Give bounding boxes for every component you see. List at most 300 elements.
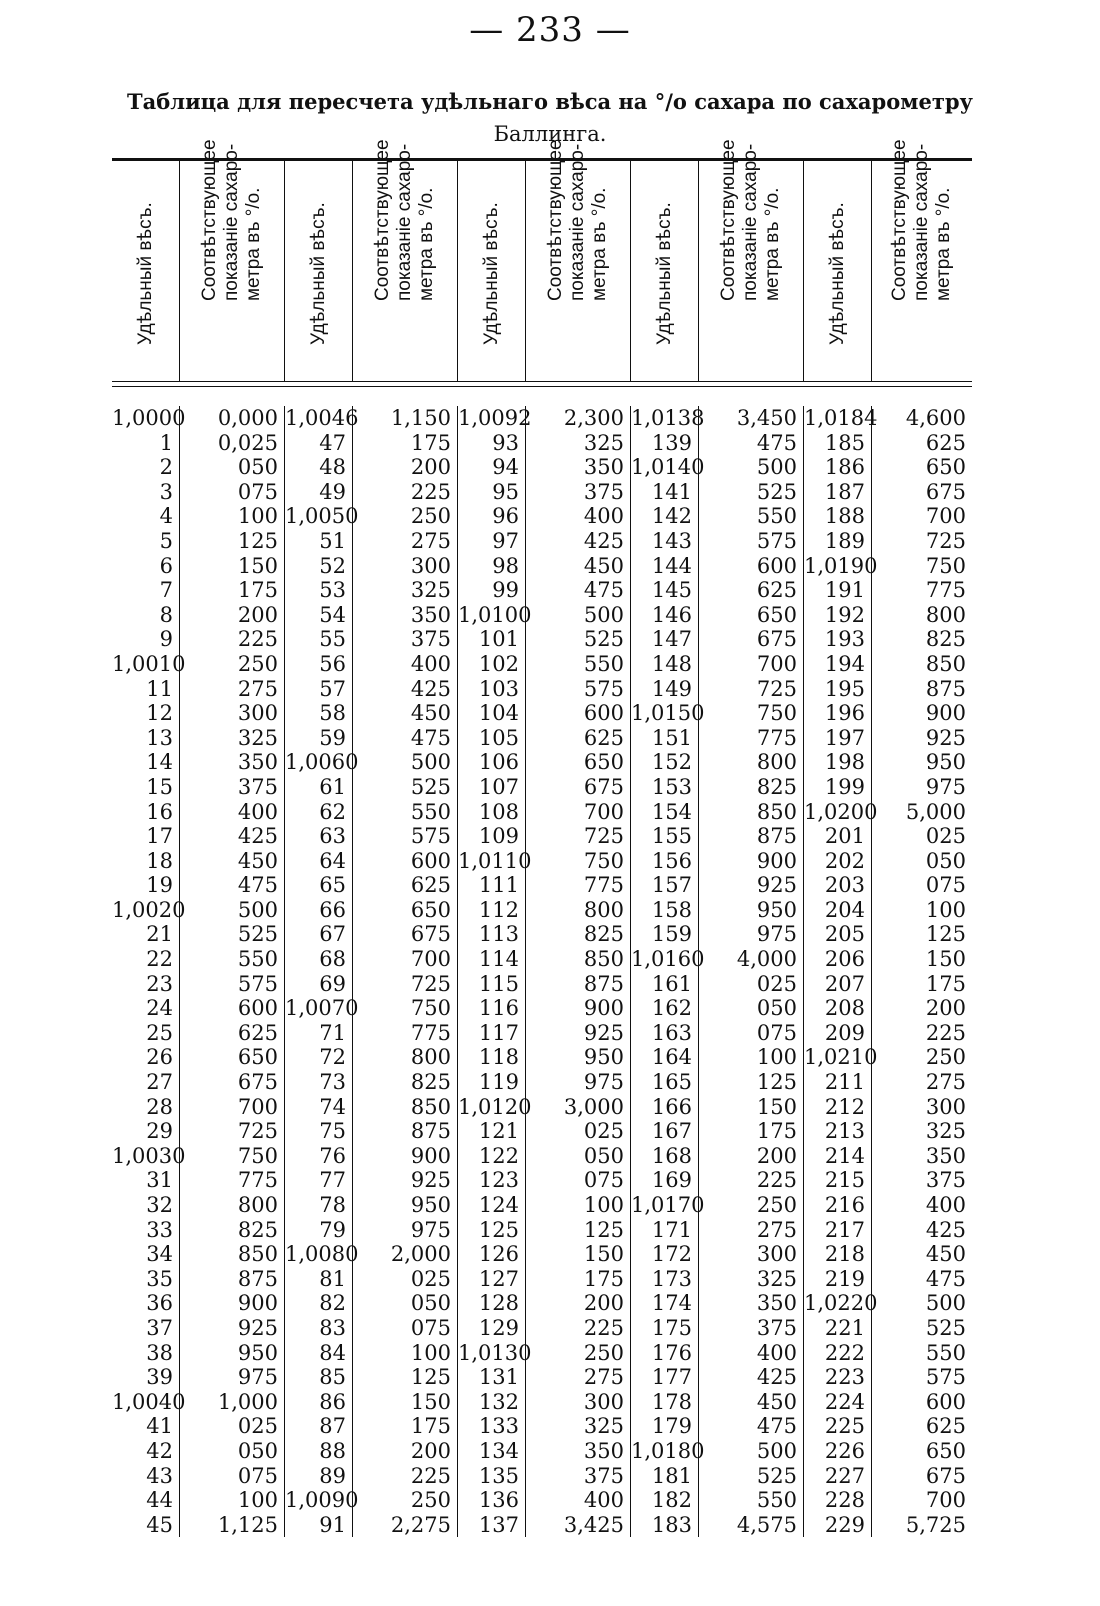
table-cell: 1,000 — [217, 1389, 278, 1414]
table-cell: 223 — [824, 1365, 865, 1390]
table-cell: 750 — [756, 701, 797, 726]
table-cell: 58 — [319, 701, 346, 726]
table-cell: 400 — [583, 1488, 624, 1513]
table-cell: 550 — [756, 1488, 797, 1513]
table-cell: 124 — [478, 1193, 519, 1217]
table-cell: 35 — [146, 1266, 173, 1291]
table-cell: 175 — [237, 578, 278, 603]
table-cell: 975 — [583, 1070, 624, 1095]
table-cell: 1,0020 — [112, 897, 186, 922]
table-cell: 1,0140 — [631, 455, 705, 480]
table-cell: 1,0060 — [285, 750, 359, 775]
table-cell: 450 — [925, 1242, 966, 1267]
table-cell: 192 — [824, 602, 865, 627]
table-cell: 96 — [492, 504, 519, 529]
table-cell: 212 — [824, 1094, 865, 1119]
table-cell: 191 — [824, 578, 865, 603]
table-cell: 175 — [651, 1315, 692, 1340]
table-cell: 400 — [583, 504, 624, 529]
table-cell: 675 — [756, 627, 797, 652]
table-cell: 900 — [583, 996, 624, 1021]
table-cell: 126 — [478, 1242, 519, 1267]
table-cell: 100 — [583, 1193, 624, 1217]
table-cell: 151 — [651, 725, 692, 750]
table-cell: 203 — [824, 873, 865, 898]
table-cell: 175 — [410, 1414, 451, 1439]
table-cell: 075 — [410, 1315, 451, 1340]
table-cell: 197 — [824, 725, 865, 750]
table-cell: 95 — [492, 479, 519, 504]
table-cell: 164 — [651, 1045, 692, 1070]
table-cell: 1,0100 — [458, 602, 532, 627]
table-cell: 87 — [319, 1414, 346, 1439]
table-cell: 425 — [410, 676, 451, 701]
table-cell: 3,425 — [563, 1512, 624, 1537]
table-cell: 625 — [925, 430, 966, 455]
table-cell: 950 — [410, 1193, 451, 1217]
table-cell: 1,0000 — [112, 406, 186, 430]
table-cell: 73 — [319, 1070, 346, 1095]
table-cell: 050 — [583, 1143, 624, 1168]
table-cell: 4,000 — [736, 947, 797, 972]
table-cell: 1,0050 — [285, 504, 359, 529]
table-cell: 850 — [925, 651, 966, 676]
table-cell: 675 — [925, 479, 966, 504]
table-cell: 375 — [756, 1315, 797, 1340]
column-sugar-percent — [180, 406, 285, 1537]
table-cell: 150 — [410, 1389, 451, 1414]
table-cell: 91 — [319, 1512, 346, 1537]
column-specific-gravity — [112, 406, 186, 1537]
table-cell: 850 — [237, 1242, 278, 1267]
table-cell: 217 — [824, 1217, 865, 1242]
table-cell: 14 — [146, 750, 173, 775]
table-cell: 375 — [237, 774, 278, 799]
table-cell: 600 — [756, 553, 797, 578]
table-cell: 181 — [651, 1463, 692, 1488]
table-cell: 250 — [237, 651, 278, 676]
table-cell: 500 — [410, 750, 451, 775]
table-cell: 650 — [925, 1438, 966, 1463]
table-cell: 97 — [492, 528, 519, 553]
table-cell: 226 — [824, 1438, 865, 1463]
table-cell: 675 — [237, 1070, 278, 1095]
table-cell: 163 — [651, 1020, 692, 1045]
table-cell: 775 — [925, 578, 966, 603]
table-cell: 85 — [319, 1365, 346, 1390]
table-cell: 1,0092 — [458, 406, 532, 430]
table-cell: 4,600 — [905, 406, 966, 430]
table-cell: 300 — [237, 701, 278, 726]
table-cell: 108 — [478, 799, 519, 824]
table-cell: 175 — [756, 1119, 797, 1144]
table-cell: 7 — [159, 578, 173, 603]
table-cell: 375 — [583, 1463, 624, 1488]
table-cell: 211 — [824, 1070, 865, 1095]
table-cell: 84 — [319, 1340, 346, 1365]
table-cell: 198 — [824, 750, 865, 775]
table-cell: 5,000 — [905, 799, 966, 824]
table-cell: 1,0180 — [631, 1438, 705, 1463]
table-cell: 375 — [925, 1168, 966, 1193]
table-cell: 8 — [159, 602, 173, 627]
table-cell: 300 — [925, 1094, 966, 1119]
table-cell: 81 — [319, 1266, 346, 1291]
table-cell: 134 — [478, 1438, 519, 1463]
table-cell: 850 — [756, 799, 797, 824]
table-cell: 1,0220 — [804, 1291, 878, 1316]
table-cell: 227 — [824, 1463, 865, 1488]
table-cell: 650 — [410, 897, 451, 922]
table-cell: 26 — [146, 1045, 173, 1070]
table-cell: 475 — [925, 1266, 966, 1291]
table-cell: 148 — [651, 651, 692, 676]
table-cell: 156 — [651, 848, 692, 873]
table-cell: 475 — [583, 578, 624, 603]
table-title-sub: Баллинга. — [493, 122, 607, 146]
table-cell: 225 — [410, 1463, 451, 1488]
table-cell: 725 — [237, 1119, 278, 1144]
header-cell — [699, 139, 804, 381]
table-cell: 199 — [824, 774, 865, 799]
table-cell: 115 — [478, 971, 519, 996]
table-cell: 49 — [319, 479, 346, 504]
table-cell: 225 — [756, 1168, 797, 1193]
table-cell: 400 — [237, 799, 278, 824]
table-cell: 214 — [824, 1143, 865, 1168]
table-cell: 22 — [146, 947, 173, 972]
table-cell: 975 — [237, 1365, 278, 1390]
table-cell: 125 — [237, 528, 278, 553]
table-cell: 56 — [319, 651, 346, 676]
table-cell: 166 — [651, 1094, 692, 1119]
table-cell: 950 — [925, 750, 966, 775]
table-cell: 63 — [319, 824, 346, 849]
table-cell: 050 — [756, 996, 797, 1021]
table-cell: 325 — [410, 578, 451, 603]
table-cell: 55 — [319, 627, 346, 652]
table-cell: 050 — [237, 455, 278, 480]
table-cell: 350 — [583, 455, 624, 480]
table-cell: 1,0110 — [458, 848, 532, 873]
table-cell: 475 — [756, 1414, 797, 1439]
table-cell: 103 — [478, 676, 519, 701]
table-cell: 43 — [146, 1463, 173, 1488]
table-cell: 122 — [478, 1143, 519, 1168]
table-cell: 575 — [583, 676, 624, 701]
table-cell: 1 — [159, 430, 173, 455]
table-cell: 169 — [651, 1168, 692, 1193]
table-cell: 1,0200 — [804, 799, 878, 824]
table-cell: 100 — [237, 1488, 278, 1513]
header-cell — [180, 139, 285, 381]
table-cell: 1,125 — [217, 1512, 278, 1537]
table-cell: 89 — [319, 1463, 346, 1488]
table-cell: 025 — [583, 1119, 624, 1144]
table-cell: 375 — [410, 627, 451, 652]
table-cell: 925 — [410, 1168, 451, 1193]
table-cell: 1,0040 — [112, 1389, 186, 1414]
table-cell: 225 — [925, 1020, 966, 1045]
table-cell: 1,0190 — [804, 553, 878, 578]
table-cell: 500 — [237, 897, 278, 922]
table-cell: 48 — [319, 455, 346, 480]
column-specific-gravity — [285, 406, 359, 1537]
table-cell: 150 — [237, 553, 278, 578]
header-cell — [631, 161, 699, 381]
table-cell: 650 — [583, 750, 624, 775]
table-cell: 123 — [478, 1168, 519, 1193]
table-cell: 1,0030 — [112, 1143, 186, 1168]
table-cell: 183 — [651, 1512, 692, 1537]
table-cell: 400 — [925, 1193, 966, 1217]
table-cell: 149 — [651, 676, 692, 701]
table-cell: 650 — [925, 455, 966, 480]
table-cell: 600 — [237, 996, 278, 1021]
table-cell: 525 — [410, 774, 451, 799]
table-cell: 800 — [410, 1045, 451, 1070]
table-cell: 15 — [146, 774, 173, 799]
table-cell: 100 — [756, 1045, 797, 1070]
table-cell: 1,0210 — [804, 1045, 878, 1070]
table-cell: 132 — [478, 1389, 519, 1414]
table-cell: 650 — [237, 1045, 278, 1070]
table-cell: 575 — [237, 971, 278, 996]
table-cell: 725 — [583, 824, 624, 849]
table-cell: 875 — [583, 971, 624, 996]
table-cell: 44 — [146, 1488, 173, 1513]
table-cell: 550 — [410, 799, 451, 824]
table-cell: 196 — [824, 701, 865, 726]
table-cell: 167 — [651, 1119, 692, 1144]
table-cell: 213 — [824, 1119, 865, 1144]
table-cell: 325 — [237, 725, 278, 750]
table-cell: 36 — [146, 1291, 173, 1316]
table-cell: 11 — [146, 676, 173, 701]
table-cell: 1,0130 — [458, 1340, 532, 1365]
table-cell: 105 — [478, 725, 519, 750]
table-cell: 275 — [925, 1070, 966, 1095]
table-cell: 136 — [478, 1488, 519, 1513]
table-cell: 800 — [925, 602, 966, 627]
table-cell: 187 — [824, 479, 865, 504]
table-cell: 38 — [146, 1340, 173, 1365]
table-cell: 050 — [237, 1438, 278, 1463]
table-cell: 175 — [410, 430, 451, 455]
table-cell: 194 — [824, 651, 865, 676]
table-cell: 800 — [583, 897, 624, 922]
table-cell: 4 — [159, 504, 173, 529]
table-cell: 9 — [159, 627, 173, 652]
table-cell: 102 — [478, 651, 519, 676]
table-cell: 139 — [651, 430, 692, 455]
table-cell: 225 — [410, 479, 451, 504]
table-cell: 112 — [478, 897, 519, 922]
table-cell: 47 — [319, 430, 346, 455]
header-sugar-percent: Соотвѣтствующее показаніе сахаро- метра въ °/o. — [889, 139, 954, 301]
table-cell: 975 — [925, 774, 966, 799]
table-cell: 425 — [756, 1365, 797, 1390]
table-cell: 150 — [925, 947, 966, 972]
table-cell: 159 — [651, 922, 692, 947]
table-cell: 125 — [925, 922, 966, 947]
table-cell: 68 — [319, 947, 346, 972]
table-cell: 177 — [651, 1365, 692, 1390]
table-cell: 4,575 — [736, 1512, 797, 1537]
table-cell: 800 — [237, 1193, 278, 1217]
table-cell: 3 — [159, 479, 173, 504]
table-cell: 77 — [319, 1168, 346, 1193]
table-cell: 154 — [651, 799, 692, 824]
table-cell: 1,0184 — [804, 406, 878, 430]
table-cell: 900 — [756, 848, 797, 873]
table-cell: 250 — [583, 1340, 624, 1365]
table-cell: 875 — [237, 1266, 278, 1291]
table-cell: 575 — [925, 1365, 966, 1390]
table-cell: 850 — [583, 947, 624, 972]
table-cell: 168 — [651, 1143, 692, 1168]
table-cell: 72 — [319, 1045, 346, 1070]
table-cell: 675 — [925, 1463, 966, 1488]
column-specific-gravity — [458, 406, 532, 1537]
table-cell: 88 — [319, 1438, 346, 1463]
table-cell: 153 — [651, 774, 692, 799]
table-cell: 119 — [478, 1070, 519, 1095]
table-cell: 100 — [237, 504, 278, 529]
table-cell: 175 — [925, 971, 966, 996]
table-cell: 23 — [146, 971, 173, 996]
header-sugar-percent: Соотвѣтствующее показаніе сахаро- метра въ °/o. — [372, 139, 437, 301]
table-cell: 179 — [651, 1414, 692, 1439]
table-cell: 31 — [146, 1168, 173, 1193]
table-cell: 725 — [925, 528, 966, 553]
table-cell: 41 — [146, 1414, 173, 1439]
table-cell: 725 — [410, 971, 451, 996]
table-cell: 275 — [583, 1365, 624, 1390]
table-cell: 69 — [319, 971, 346, 996]
table-cell: 16 — [146, 799, 173, 824]
table-cell: 225 — [237, 627, 278, 652]
table-cell: 53 — [319, 578, 346, 603]
table-cell: 29 — [146, 1119, 173, 1144]
table-cell: 725 — [756, 676, 797, 701]
table-cell: 600 — [583, 701, 624, 726]
header-sugar-percent: Соотвѣтствующее показаніе сахаро- метра въ °/o. — [545, 139, 610, 301]
table-cell: 64 — [319, 848, 346, 873]
table-cell: 500 — [756, 455, 797, 480]
table-cell: 94 — [492, 455, 519, 480]
table-cell: 57 — [319, 676, 346, 701]
table-cell: 218 — [824, 1242, 865, 1267]
table-cell: 0,000 — [217, 406, 278, 430]
header-sugar-percent: Соотвѣтствующее показаніе сахаро- метра въ °/o. — [199, 139, 264, 301]
table-cell: 137 — [478, 1512, 519, 1537]
table-cell: 250 — [756, 1193, 797, 1217]
table-cell: 125 — [410, 1365, 451, 1390]
table-cell: 325 — [583, 430, 624, 455]
table-cell: 221 — [824, 1315, 865, 1340]
table-cell: 61 — [319, 774, 346, 799]
table-cell: 325 — [756, 1266, 797, 1291]
table-cell: 975 — [410, 1217, 451, 1242]
table-cell: 208 — [824, 996, 865, 1021]
table-cell: 200 — [410, 1438, 451, 1463]
table-cell: 107 — [478, 774, 519, 799]
header-rule — [112, 381, 972, 382]
table-cell: 700 — [925, 1488, 966, 1513]
table-cell: 800 — [756, 750, 797, 775]
header-specific-gravity: Удѣльный вѣсъ. — [307, 202, 329, 345]
table-title-main: Таблица для пересчета удѣльнаго вѣса на °/o сахара по сахарометру — [127, 89, 973, 114]
table-cell: 050 — [410, 1291, 451, 1316]
table-cell: 425 — [925, 1217, 966, 1242]
table-cell: 575 — [756, 528, 797, 553]
table-cell: 1,0080 — [285, 1242, 359, 1267]
table-cell: 2,000 — [390, 1242, 451, 1267]
table-cell: 71 — [319, 1020, 346, 1045]
table-cell: 625 — [756, 578, 797, 603]
table-cell: 250 — [925, 1045, 966, 1070]
table-cell: 825 — [410, 1070, 451, 1095]
table-cell: 28 — [146, 1094, 173, 1119]
table-cell: 100 — [410, 1340, 451, 1365]
table-cell: 700 — [410, 947, 451, 972]
table-cell: 143 — [651, 528, 692, 553]
table-cell: 875 — [925, 676, 966, 701]
table-cell: 83 — [319, 1315, 346, 1340]
table-cell: 106 — [478, 750, 519, 775]
table-cell: 6 — [159, 553, 173, 578]
table-cell: 900 — [237, 1291, 278, 1316]
table-cell: 550 — [237, 947, 278, 972]
table-cell: 625 — [410, 873, 451, 898]
table-cell: 128 — [478, 1291, 519, 1316]
table-cell: 39 — [146, 1365, 173, 1390]
table-cell: 66 — [319, 897, 346, 922]
table-cell: 5 — [159, 528, 173, 553]
table-cell: 18 — [146, 848, 173, 873]
table-cell: 125 — [756, 1070, 797, 1095]
table-cell: 775 — [410, 1020, 451, 1045]
table-cell: 1,0170 — [631, 1193, 705, 1217]
table-cell: 025 — [237, 1414, 278, 1439]
table-cell: 2 — [159, 455, 173, 480]
table-cell: 750 — [237, 1143, 278, 1168]
table-cell: 550 — [756, 504, 797, 529]
table-cell: 59 — [319, 725, 346, 750]
table-cell: 450 — [583, 553, 624, 578]
table-cell: 65 — [319, 873, 346, 898]
table-cell: 158 — [651, 897, 692, 922]
table-cell: 216 — [824, 1193, 865, 1217]
table-cell: 113 — [478, 922, 519, 947]
table-cell: 172 — [651, 1242, 692, 1267]
table-cell: 74 — [319, 1094, 346, 1119]
table-cell: 175 — [583, 1266, 624, 1291]
table-cell: 146 — [651, 602, 692, 627]
table-cell: 32 — [146, 1193, 173, 1217]
table-cell: 76 — [319, 1143, 346, 1168]
table-cell: 200 — [237, 602, 278, 627]
table-cell: 100 — [925, 897, 966, 922]
table-cell: 500 — [583, 602, 624, 627]
table-cell: 025 — [410, 1266, 451, 1291]
table-cell: 400 — [756, 1340, 797, 1365]
table-cell: 152 — [651, 750, 692, 775]
table-cell: 075 — [925, 873, 966, 898]
table-cell: 195 — [824, 676, 865, 701]
table-cell: 182 — [651, 1488, 692, 1513]
